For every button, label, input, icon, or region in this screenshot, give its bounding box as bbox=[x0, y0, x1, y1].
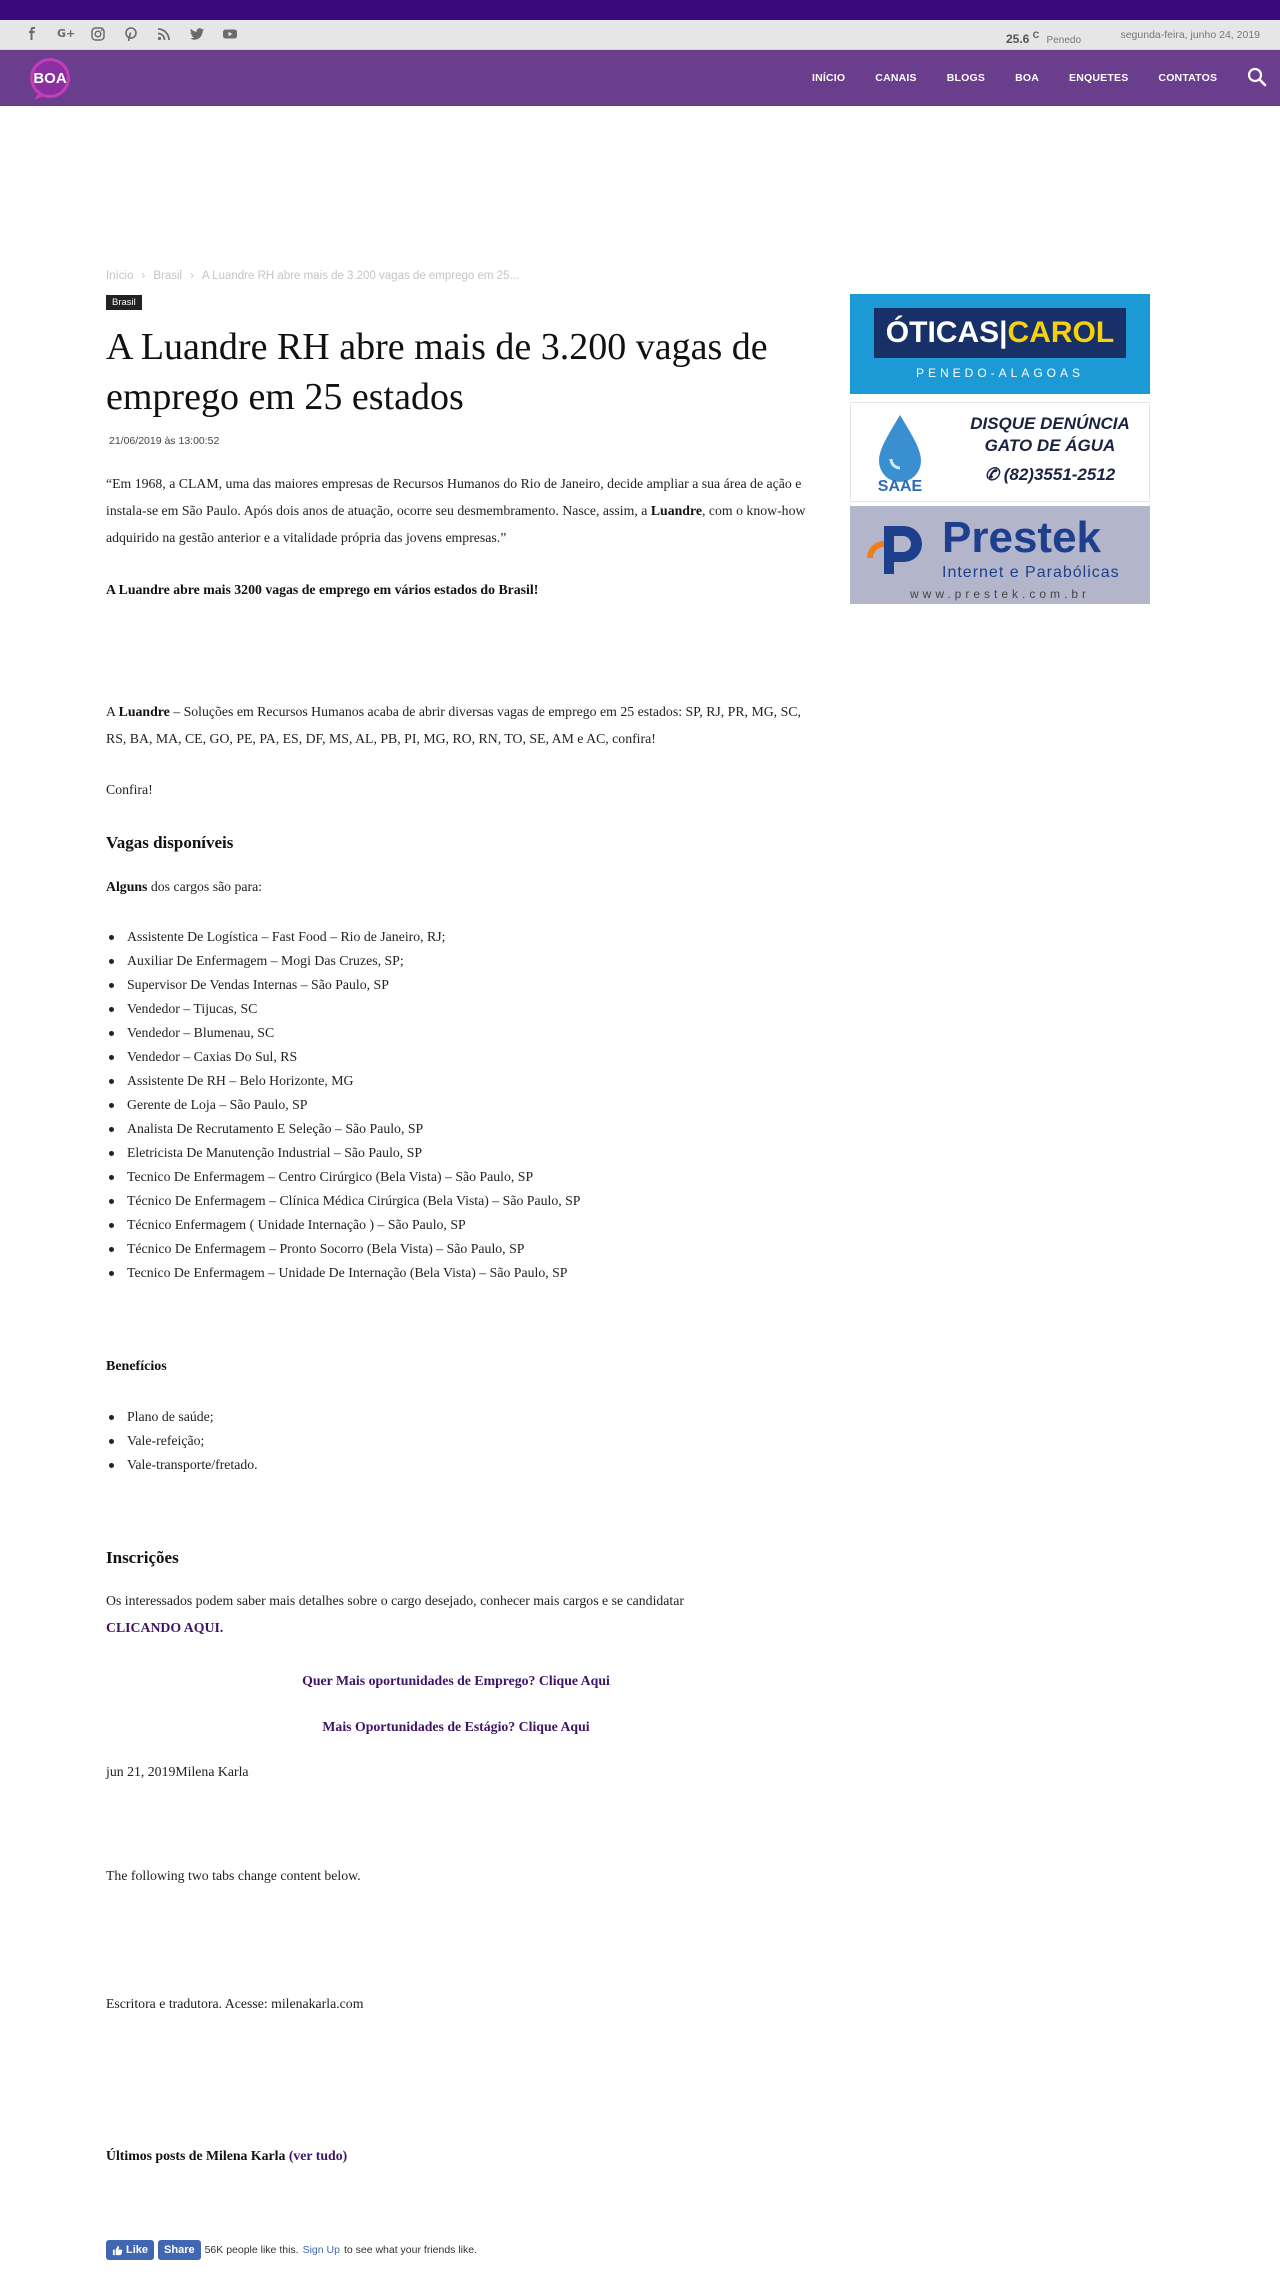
temperature-value: 25.6 bbox=[1006, 32, 1030, 46]
inscricoes-paragraph bbox=[106, 1587, 806, 1641]
list-item: Tecnico De Enfermagem – Unidade De Internação (Bela Vista) – São Paulo, SP bbox=[106, 1261, 806, 1285]
list-item: Vale-transporte/fretado. bbox=[106, 1453, 806, 1477]
nav-menu bbox=[812, 50, 1247, 106]
prestek-name: Prestek bbox=[942, 513, 1102, 562]
facebook-like-count: 56K people like this. bbox=[204, 2244, 299, 2256]
prestek-logo-icon bbox=[864, 518, 930, 580]
facebook-like-button[interactable] bbox=[106, 2240, 154, 2260]
nav-item-blogs[interactable]: BLOGS bbox=[946, 72, 986, 84]
author-bio: Escritora e tradutora. Acesse: milenakarla.com bbox=[106, 1996, 364, 2011]
list-item: Assistente De RH – Belo Horizonte, MG bbox=[106, 1069, 806, 1093]
ad-saae[interactable] bbox=[850, 402, 1150, 502]
breadcrumb-current: A Luandre RH abre mais de 3.200 vagas de emprego em 25... bbox=[201, 270, 520, 282]
alguns-rest: dos cargos são para: bbox=[147, 879, 263, 894]
intro-a: A bbox=[106, 704, 119, 719]
saae-line1: DISQUE DENÚNCIA bbox=[970, 414, 1130, 433]
confira-text: Confira! bbox=[106, 782, 153, 797]
nav-item-boa[interactable]: BOA bbox=[1015, 72, 1040, 84]
nav-item-canais[interactable]: CANAIS bbox=[875, 72, 917, 84]
cta-emprego-row bbox=[106, 1667, 806, 1694]
clicando-period: . bbox=[219, 1620, 224, 1635]
beneficios-list bbox=[106, 1405, 806, 1477]
weather-city: Penedo bbox=[1046, 35, 1082, 46]
ultimos-posts-label: Últimos posts de Milena Karla bbox=[106, 2148, 286, 2163]
rss-icon[interactable] bbox=[156, 26, 172, 42]
oticas-separator: | bbox=[999, 316, 1008, 349]
tabs-note: The following two tabs change content below. bbox=[106, 1868, 361, 1883]
top-accent-strip bbox=[0, 0, 1280, 20]
alguns-paragraph bbox=[106, 873, 806, 900]
list-item: Eletricista De Manutenção Industrial – São Paulo, SP bbox=[106, 1141, 806, 1165]
intro-bold: Luandre bbox=[118, 704, 170, 719]
breadcrumb-category[interactable]: Brasil bbox=[153, 270, 183, 282]
instagram-icon[interactable] bbox=[90, 26, 106, 42]
saae-line2: GATO DE ÁGUA bbox=[984, 436, 1116, 455]
list-item: Tecnico De Enfermagem – Centro Cirúrgico (Bela Vista) – São Paulo, SP bbox=[106, 1165, 806, 1189]
search-icon[interactable] bbox=[1246, 66, 1268, 88]
weather-widget bbox=[1006, 26, 1081, 50]
cta-emprego-link[interactable]: Quer Mais oportunidades de Emprego? Clique Aqui bbox=[302, 1673, 610, 1688]
list-item: Plano de saúde; bbox=[106, 1405, 806, 1429]
thumbs-up-icon bbox=[112, 2245, 123, 2256]
inscricoes-heading: Inscrições bbox=[106, 1548, 179, 1567]
intro-paragraph bbox=[106, 698, 806, 752]
headline-bold bbox=[106, 576, 806, 603]
prestek-tagline: Internet e Parabólicas bbox=[942, 564, 1120, 581]
saae-logo-text: SAAE bbox=[877, 478, 923, 495]
pinterest-icon[interactable] bbox=[123, 26, 139, 42]
ultimos-posts bbox=[106, 2142, 806, 2169]
oticas-left: ÓTICAS bbox=[885, 316, 1000, 349]
list-item: Técnico De Enfermagem – Pronto Socorro (Bela Vista) – São Paulo, SP bbox=[106, 1237, 806, 1261]
logo-text: BOA bbox=[33, 70, 67, 87]
breadcrumb-separator-icon: › bbox=[141, 270, 146, 282]
saae-phone-number: (82)3551-2512 bbox=[1003, 465, 1116, 484]
site-logo[interactable] bbox=[24, 56, 80, 100]
list-item: Vendedor – Blumenau, SC bbox=[106, 1021, 806, 1045]
prestek-url: www.prestek.com.br bbox=[909, 587, 1091, 601]
nav-item-contatos[interactable]: CONTATOS bbox=[1158, 72, 1218, 84]
oticas-right: CAROL bbox=[1007, 316, 1115, 349]
oticas-logo-box bbox=[874, 308, 1126, 358]
temperature-unit: C bbox=[1032, 30, 1040, 40]
clicando-aqui-link[interactable]: CLICANDO AQUI bbox=[106, 1620, 220, 1635]
facebook-signup-link[interactable]: Sign Up bbox=[302, 2244, 340, 2256]
ad-oticas-carol[interactable] bbox=[850, 294, 1150, 394]
list-item: Gerente de Loja – São Paulo, SP bbox=[106, 1093, 806, 1117]
ad-prestek[interactable] bbox=[850, 506, 1150, 604]
headline-bold-text: A Luandre abre mais 3200 vagas de emprego em vários estados do Brasil! bbox=[106, 582, 539, 597]
article-title: A Luandre RH abre mais de 3.200 vagas de emprego em 25 estados bbox=[106, 326, 768, 418]
quote-text-end: , com o know-how adquirido na gestão anterior e a vitalidade própria das jovens empresas.” bbox=[106, 503, 806, 545]
quote-text: “Em 1968, a CLAM, uma das maiores empresas de Recursos Humanos do Rio de Janeiro, decide ampliar a sua área de ação e instala-se em São Paulo. Após dois anos de atuação, ocorre seu desmembramento. Nasce, assim, a bbox=[106, 476, 802, 518]
list-item: Supervisor De Vendas Internas – São Paulo, SP bbox=[106, 973, 806, 997]
list-item: Técnico Enfermagem ( Unidade Internação ) – São Paulo, SP bbox=[106, 1213, 806, 1237]
nav-item-enquetes[interactable]: ENQUETES bbox=[1069, 72, 1129, 84]
list-item: Assistente De Logística – Fast Food – Rio de Janeiro, RJ; bbox=[106, 925, 806, 949]
water-drop-icon bbox=[865, 411, 935, 495]
facebook-like-widget bbox=[106, 2240, 477, 2260]
list-item: Analista De Recrutamento E Seleção – São Paulo, SP bbox=[106, 1117, 806, 1141]
breadcrumb bbox=[106, 268, 519, 284]
saae-phone bbox=[955, 463, 1145, 487]
main-nav bbox=[0, 50, 1280, 106]
ver-tudo-link[interactable]: (ver tudo) bbox=[288, 2148, 348, 2163]
phone-icon: ✆ bbox=[984, 465, 999, 484]
facebook-signup-text: to see what your friends like. bbox=[343, 2244, 478, 2256]
breadcrumb-separator-icon: › bbox=[190, 270, 194, 282]
facebook-share-button[interactable]: Share bbox=[158, 2240, 201, 2260]
article-date: 21/06/2019 às 13:00:52 bbox=[109, 435, 220, 447]
alguns-bold: Alguns bbox=[106, 879, 148, 894]
category-badge[interactable]: Brasil bbox=[106, 295, 142, 310]
cta-estagio-link[interactable]: Mais Oportunidades de Estágio? Clique Aqui bbox=[322, 1719, 590, 1734]
cta-estagio-row bbox=[106, 1713, 806, 1740]
nav-item-inicio[interactable]: INÍCIO bbox=[812, 72, 846, 84]
quote-bold: Luandre bbox=[650, 503, 702, 518]
social-icons bbox=[24, 26, 238, 42]
facebook-icon[interactable] bbox=[24, 26, 40, 42]
intro-rest: – Soluções em Recursos Humanos acaba de abrir diversas vagas de emprego em 25 estados: SP, RJ, PR, MG, SC, RS, BA, MA, CE, GO, PE, PA, ES, DF, MS, AL, PB, PI, MG, RO, RN, TO, SE, AM e AC, confira! bbox=[106, 704, 801, 746]
top-bar bbox=[0, 20, 1280, 50]
google-plus-icon[interactable]: G+ bbox=[57, 27, 76, 40]
youtube-icon[interactable] bbox=[222, 26, 238, 42]
beneficios-heading: Benefícios bbox=[106, 1359, 167, 1374]
list-item: Vendedor – Tijucas, SC bbox=[106, 997, 806, 1021]
quote-paragraph bbox=[106, 470, 806, 551]
breadcrumb-home[interactable]: Início bbox=[106, 270, 134, 282]
byline: jun 21, 2019Milena Karla bbox=[106, 1764, 249, 1779]
twitter-icon[interactable] bbox=[189, 26, 205, 42]
oticas-location: PENEDO-ALAGOAS bbox=[915, 366, 1085, 380]
like-label: Like bbox=[126, 2244, 149, 2256]
jobs-list bbox=[106, 925, 806, 1285]
vagas-heading: Vagas disponíveis bbox=[106, 833, 234, 852]
list-item: Auxiliar De Enfermagem – Mogi Das Cruzes, SP; bbox=[106, 949, 806, 973]
inscricoes-text: Os interessados podem saber mais detalhes sobre o cargo desejado, conhecer mais cargos e se candidatar bbox=[106, 1593, 684, 1608]
list-item: Vale-refeição; bbox=[106, 1429, 806, 1453]
current-date: segunda-feira, junho 24, 2019 bbox=[1120, 29, 1260, 41]
list-item: Técnico De Enfermagem – Clínica Médica Cirúrgica (Bela Vista) – São Paulo, SP bbox=[106, 1189, 806, 1213]
list-item: Vendedor – Caxias Do Sul, RS bbox=[106, 1045, 806, 1069]
